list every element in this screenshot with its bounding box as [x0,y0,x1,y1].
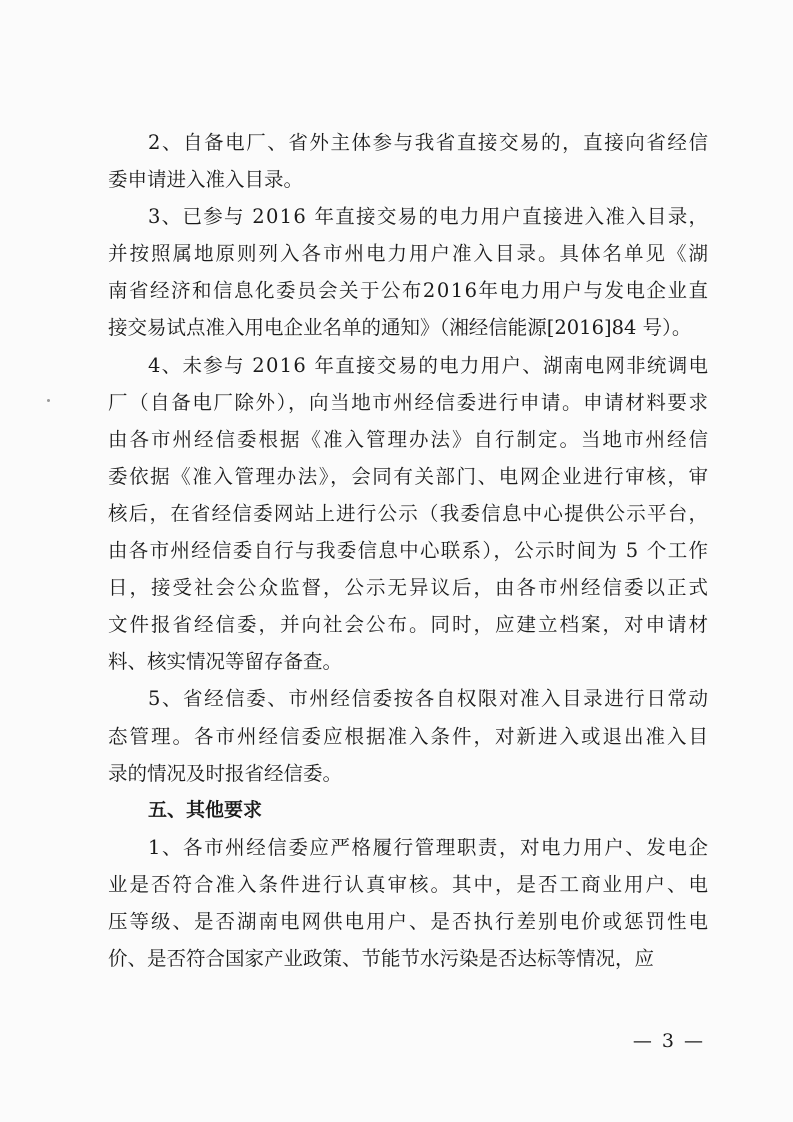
section-heading: 五、其他要求 [148,798,263,821]
scan-dot [47,399,50,402]
text-line: 价、是否符合国家产业政策、节能节水污染是否达标等情况，应 [108,947,655,971]
text-line: 态管理。各市州经信委应根据准入条件，对新进入或退出准入目 [108,724,710,748]
text-line: 委依据《准入管理办法》，会同有关部门、电网企业进行审核，审 [108,464,710,488]
text-line: 料、核实情况等留存备查。 [108,650,343,674]
text-line: 由各市州经信委根据《准入管理办法》自行制定。当地市州经信 [108,427,710,451]
text-line: 并按照属地原则列入各市州电力用户准入目录。具体名单见《湖 [108,242,710,266]
text-line: 压等级、是否湖南电网供电用户、是否执行差别电价或惩罚性电 [108,909,710,933]
page-number: — 3 — [632,1030,705,1052]
text-line: 3、已参与 2016 年直接交易的电力用户直接进入准入目录， [148,205,710,229]
text-line: 文件报省经信委，并向社会公布。同时，应建立档案，对申请材 [108,613,710,637]
text-line: 委申请进入准入目录。 [108,168,304,192]
text-line: 业是否符合准入条件进行认真审核。其中，是否工商业用户、电 [108,872,710,896]
text-line: 日，接受社会公众监督，公示无异议后，由各市州经信委以正式 [108,576,710,600]
text-line: 核后，在省经信委网站上进行公示（我委信息中心提供公示平台， [108,501,710,525]
text-line: 厂（自备电厂除外），向当地市州经信委进行申请。申请材料要求 [108,390,710,414]
text-line: 4、未参与 2016 年直接交易的电力用户、湖南电网非统调电 [148,353,710,377]
document-body [108,124,708,977]
text-line: 2、自备电厂、省外主体参与我省直接交易的，直接向省经信 [148,131,710,154]
text-line: 由各市州经信委自行与我委信息中心联系），公示时间为 5 个工作 [108,539,710,563]
text-line: 5、省经信委、市州经信委按各自权限对准入目录进行日常动 [148,687,710,711]
text-line: 接交易试点准入用电企业名单的通知》（湘经信能源[2016]84 号）。 [108,316,692,340]
text-line: 南省经济和信息化委员会关于公布2016年电力用户与发电企业直 [108,279,710,303]
text-line: 1、各市州经信委应严格履行管理职责，对电力用户、发电企 [148,835,710,859]
text-line: 录的情况及时报省经信委。 [108,761,343,785]
